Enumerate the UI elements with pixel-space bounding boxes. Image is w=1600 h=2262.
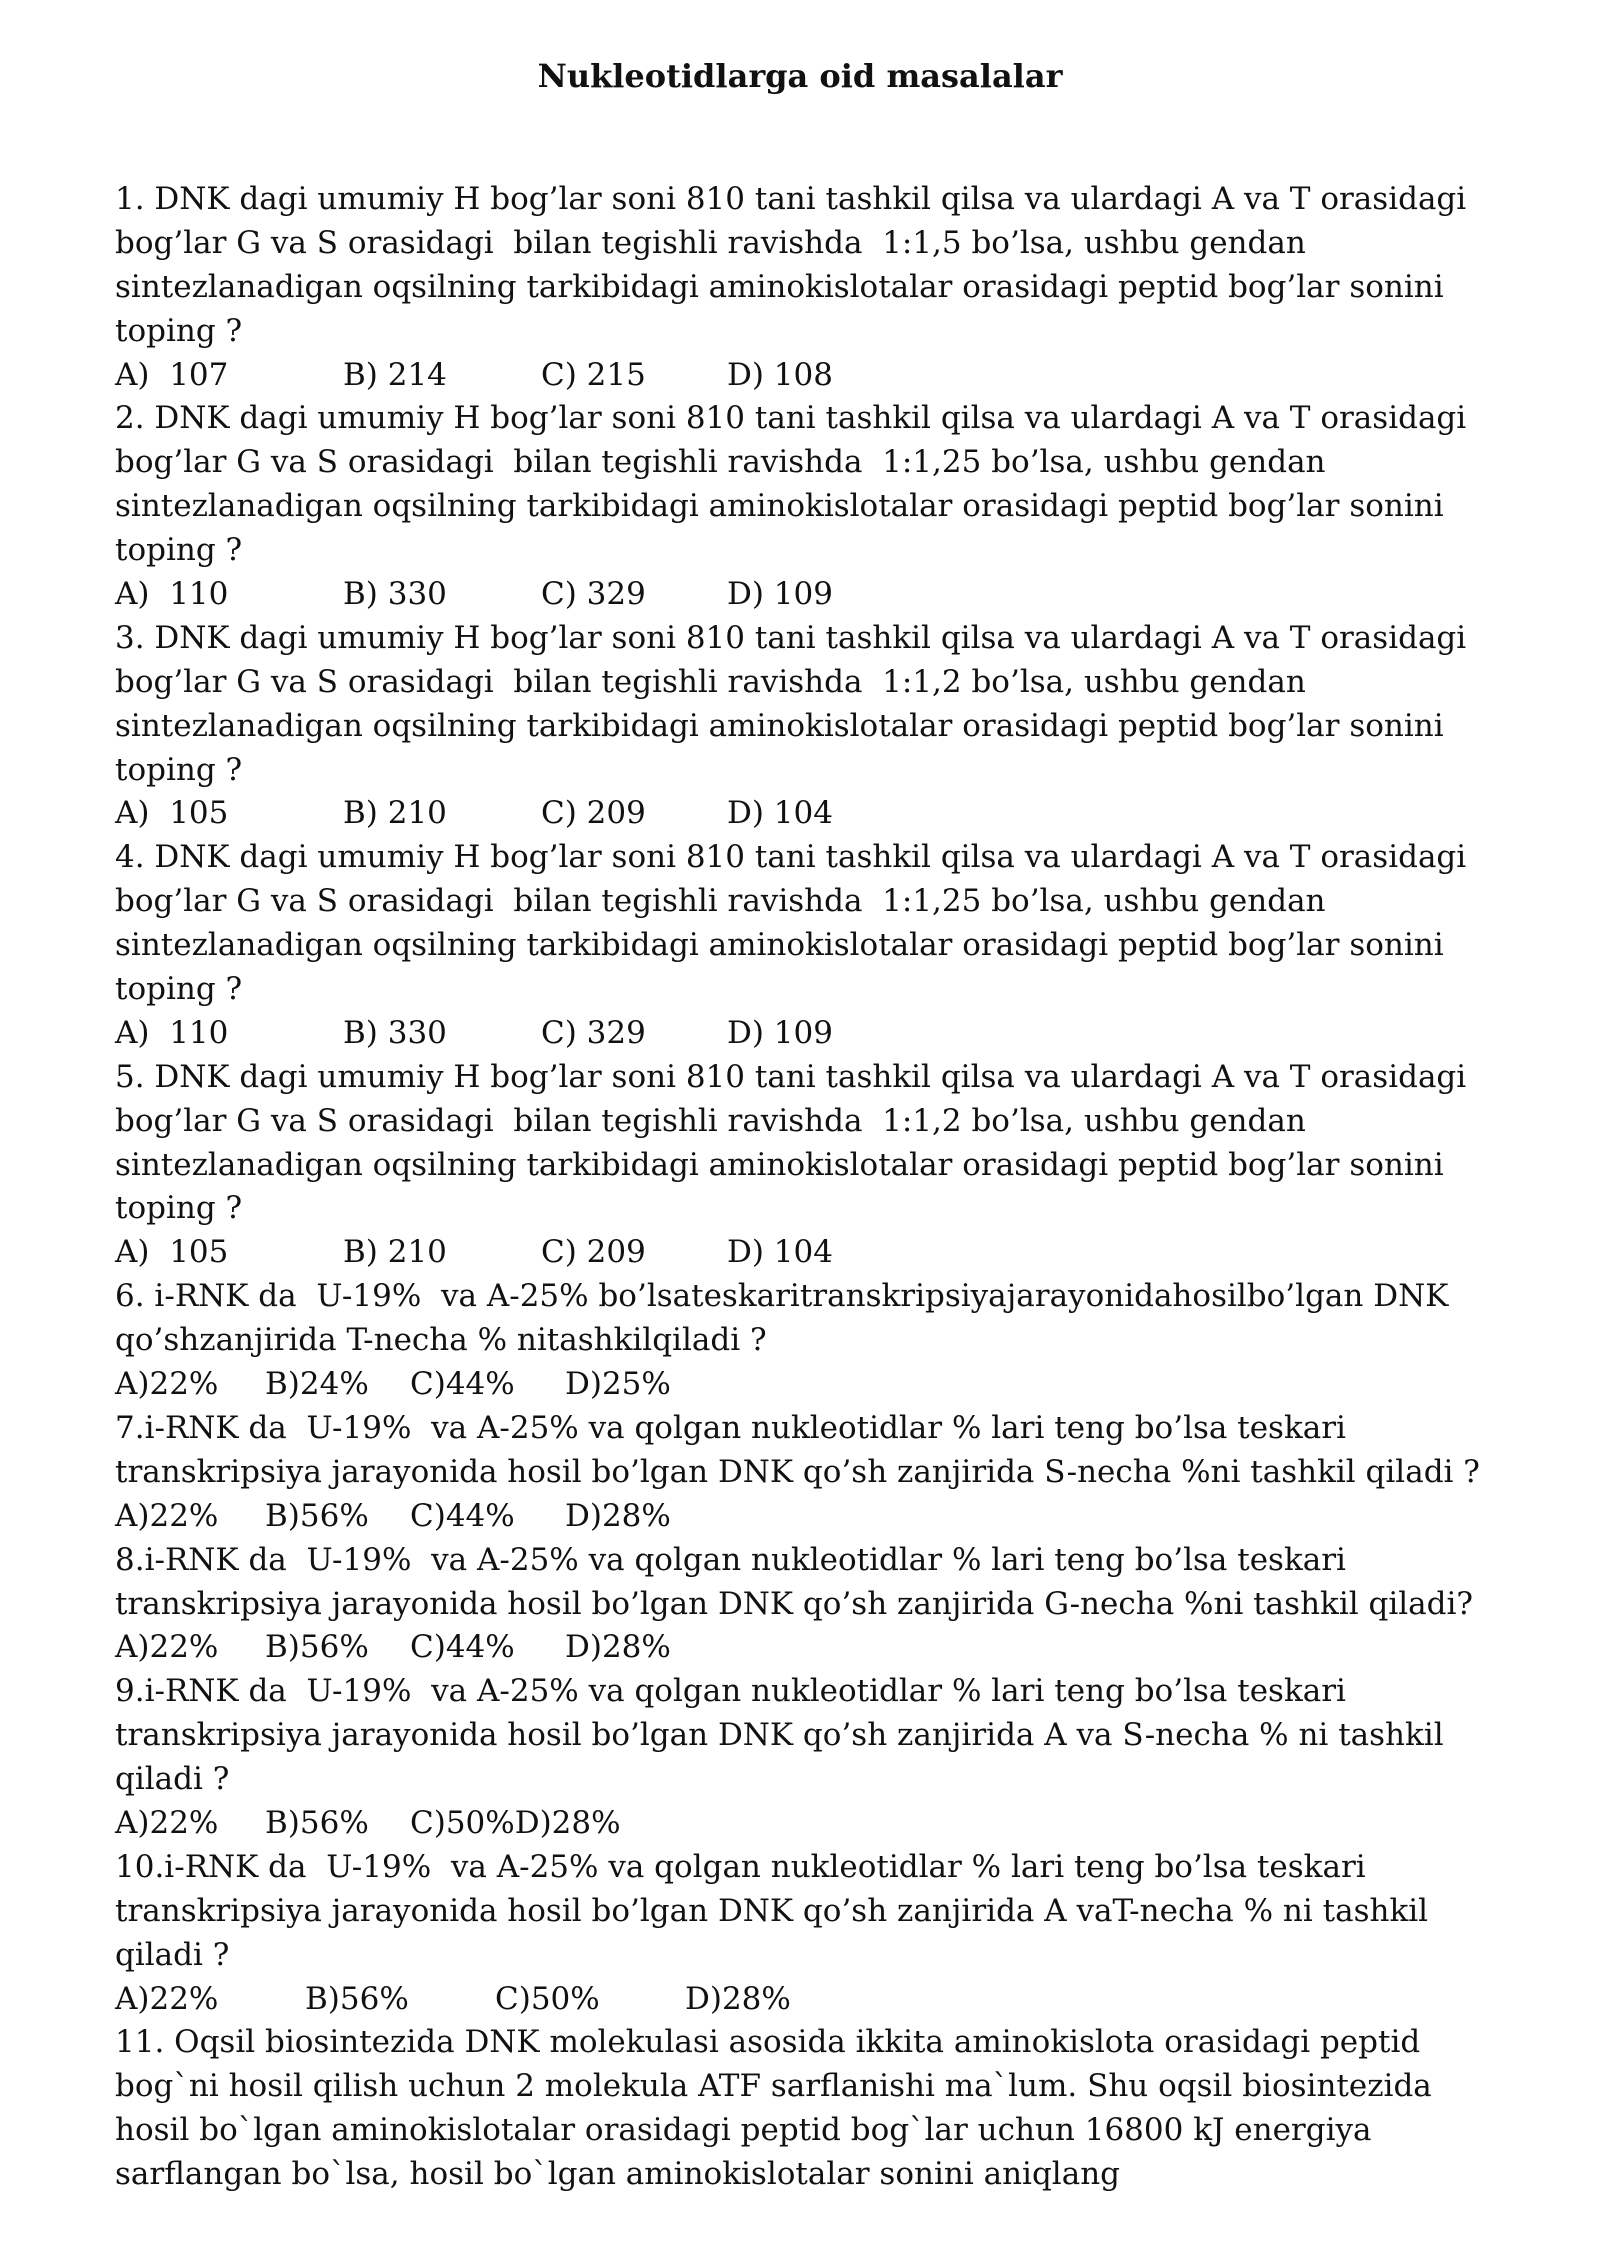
question-text-line: 7.i-RNK da U-19% va A-25% va qolgan nukleotidlar % lari teng bo’lsa teskari (115, 1409, 1346, 1446)
option-d: D)28% (565, 1497, 671, 1534)
question-text-line: 10.i-RNK da U-19% va A-25% va qolgan nukleotidlar % lari teng bo’lsa teskari (115, 1848, 1366, 1885)
question-text-line: transkripsiya jarayonida hosil bo’lgan DNK qo’sh zanjirida A vaT-necha % ni tashkil (115, 1892, 1429, 1929)
question-text-line: toping ? (115, 532, 243, 569)
answer-options (115, 1012, 1555, 1056)
question-text-line: sarflangan bo`lsa, hosil bo`lgan aminokislotalar sonini aniqlang (115, 2156, 1121, 2193)
question-8 (115, 1539, 1555, 1671)
option-c: C) 209 (541, 795, 646, 832)
option-d: D) 109 (727, 1014, 833, 1051)
answer-options (115, 354, 1555, 398)
option-a: A) 105 (115, 1234, 229, 1271)
question-text-line: 11. Oqsil biosintezida DNK molekulasi asosida ikkita aminokislota orasidagi peptid (115, 2024, 1421, 2061)
answer-options (115, 1231, 1555, 1275)
option-b: B)56% (265, 1804, 369, 1841)
option-a: A) 105 (115, 795, 229, 832)
question-text-line: qiladi ? (115, 1761, 230, 1798)
question-text-line: qo’shzanjirida T-necha % nitashkilqiladi ? (115, 1322, 767, 1359)
question-4 (115, 836, 1555, 1055)
option-b: B)24% (265, 1366, 369, 1403)
question-text-line: bog’lar G va S orasidagi bilan tegishli ravishda 1:1,2 bo’lsa, ushbu gendan (115, 663, 1306, 700)
option-b: B)56% (265, 1497, 369, 1534)
question-text-line: sintezlanadigan oqsilning tarkibidagi aminokislotalar orasidagi peptid bog’lar sonini (115, 1146, 1444, 1183)
question-text-line: 6. i-RNK da U-19% va A-25% bo’lsateskaritranskripsiyajarayonidahosilbo’lgan DNK (115, 1278, 1449, 1315)
option-b: B) 210 (343, 795, 447, 832)
question-2 (115, 397, 1555, 616)
option-b: B)56% (265, 1629, 369, 1666)
option-c: C)44% (410, 1497, 515, 1534)
option-b: B) 214 (343, 356, 447, 393)
question-text-line: bog’lar G va S orasidagi bilan tegishli ravishda 1:1,5 bo’lsa, ushbu gendan (115, 224, 1306, 261)
question-9 (115, 1670, 1555, 1846)
option-a: A) 110 (115, 576, 229, 613)
option-c: C)44% (410, 1366, 515, 1403)
document-title: Nukleotidlarga oid masalalar (537, 57, 1063, 95)
answer-options (115, 792, 1555, 836)
question-text-line: 1. DNK dagi umumiy H bog’lar soni 810 tani tashkil qilsa va ulardagi A va T orasidagi (115, 181, 1467, 217)
question-text-line: 5. DNK dagi umumiy H bog’lar soni 810 tani tashkil qilsa va ulardagi A va T orasidagi (115, 1058, 1467, 1095)
question-text-line: bog’lar G va S orasidagi bilan tegishli ravishda 1:1,25 bo’lsa, ushbu gendan (115, 444, 1326, 481)
question-text-line: toping ? (115, 751, 243, 788)
question-3 (115, 617, 1555, 836)
question-text-line: sintezlanadigan oqsilning tarkibidagi aminokislotalar orasidagi peptid bog’lar sonini (115, 707, 1444, 744)
answer-options (115, 573, 1555, 617)
answer-options (115, 1495, 1555, 1539)
option-c: C)50% (495, 1980, 600, 2017)
question-11 (115, 2021, 1555, 2197)
question-text-line: qiladi ? (115, 1936, 230, 1973)
question-5 (115, 1056, 1555, 1275)
option-a: A)22% (115, 1629, 219, 1666)
option-d: D)28% (685, 1980, 791, 2017)
option-c: C) 329 (541, 576, 646, 613)
question-10 (115, 1846, 1555, 2022)
question-text-line: 4. DNK dagi umumiy H bog’lar soni 810 tani tashkil qilsa va ulardagi A va T orasidagi (115, 839, 1467, 876)
question-text-line: transkripsiya jarayonida hosil bo’lgan DNK qo’sh zanjirida A va S-necha % ni tashkil (115, 1717, 1444, 1754)
answer-options (115, 1626, 1555, 1670)
option-c: C) 209 (541, 1234, 646, 1271)
question-text-line: bog’lar G va S orasidagi bilan tegishli ravishda 1:1,2 bo’lsa, ushbu gendan (115, 1102, 1306, 1139)
question-text-line: hosil bo`lgan aminokislotalar orasidagi peptid bog`lar uchun 16800 kJ energiya (115, 2112, 1372, 2149)
question-text-line: transkripsiya jarayonida hosil bo’lgan DNK qo’sh zanjirida S-necha %ni tashkil qiladi ? (115, 1453, 1480, 1490)
questions-list (115, 178, 1555, 2197)
option-a: A)22% (115, 1980, 219, 2017)
question-text-line: bog`ni hosil qilish uchun 2 molekula ATF sarflanishi ma`lum. Shu oqsil biosintezida (115, 2068, 1432, 2105)
option-a: A)22% (115, 1804, 219, 1841)
question-text-line: toping ? (115, 1190, 243, 1227)
option-a: A) 110 (115, 1014, 229, 1051)
option-d: D) 104 (727, 795, 833, 832)
question-text-line: bog’lar G va S orasidagi bilan tegishli ravishda 1:1,25 bo’lsa, ushbu gendan (115, 883, 1326, 920)
option-a: A)22% (115, 1497, 219, 1534)
question-text-line: sintezlanadigan oqsilning tarkibidagi aminokislotalar orasidagi peptid bog’lar sonini (115, 268, 1444, 305)
option-b: B) 330 (343, 576, 447, 613)
option-b: B) 330 (343, 1014, 447, 1051)
option-b: B) 210 (343, 1234, 447, 1271)
question-7 (115, 1407, 1555, 1539)
option-c: C) 329 (541, 1014, 646, 1051)
option-d: D)28% (514, 1804, 621, 1841)
question-text-line: sintezlanadigan oqsilning tarkibidagi aminokislotalar orasidagi peptid bog’lar sonini (115, 488, 1444, 525)
question-text-line: 3. DNK dagi umumiy H bog’lar soni 810 tani tashkil qilsa va ulardagi A va T orasidagi (115, 619, 1467, 656)
option-d: D)28% (565, 1629, 671, 1666)
option-a: A)22% (115, 1366, 219, 1403)
option-d: D) 104 (727, 1234, 833, 1271)
question-text-line: 2. DNK dagi umumiy H bog’lar soni 810 tani tashkil qilsa va ulardagi A va T orasidagi (115, 400, 1467, 437)
answer-options (115, 1363, 1555, 1407)
option-d: D) 109 (727, 576, 833, 613)
question-text-line: toping ? (115, 312, 243, 349)
option-c: C)44% (410, 1629, 515, 1666)
question-1 (115, 178, 1555, 397)
option-a: A) 107 (115, 356, 229, 393)
question-text-line: sintezlanadigan oqsilning tarkibidagi aminokislotalar orasidagi peptid bog’lar sonini (115, 927, 1444, 964)
question-text-line: transkripsiya jarayonida hosil bo’lgan DNK qo’sh zanjirida G-necha %ni tashkil qiladi? (115, 1585, 1474, 1622)
answer-options (115, 1978, 1555, 2022)
option-c: C) 215 (541, 356, 646, 393)
option-c: C)50% (410, 1804, 515, 1841)
option-b: B)56% (305, 1980, 409, 2017)
question-text-line: 8.i-RNK da U-19% va A-25% va qolgan nukleotidlar % lari teng bo’lsa teskari (115, 1541, 1346, 1578)
answer-options (115, 1802, 1555, 1846)
question-text-line: toping ? (115, 971, 243, 1008)
option-d: D)25% (565, 1366, 671, 1403)
question-text-line: 9.i-RNK da U-19% va A-25% va qolgan nukleotidlar % lari teng bo’lsa teskari (115, 1673, 1346, 1710)
question-6 (115, 1275, 1555, 1407)
option-d: D) 108 (727, 356, 833, 393)
